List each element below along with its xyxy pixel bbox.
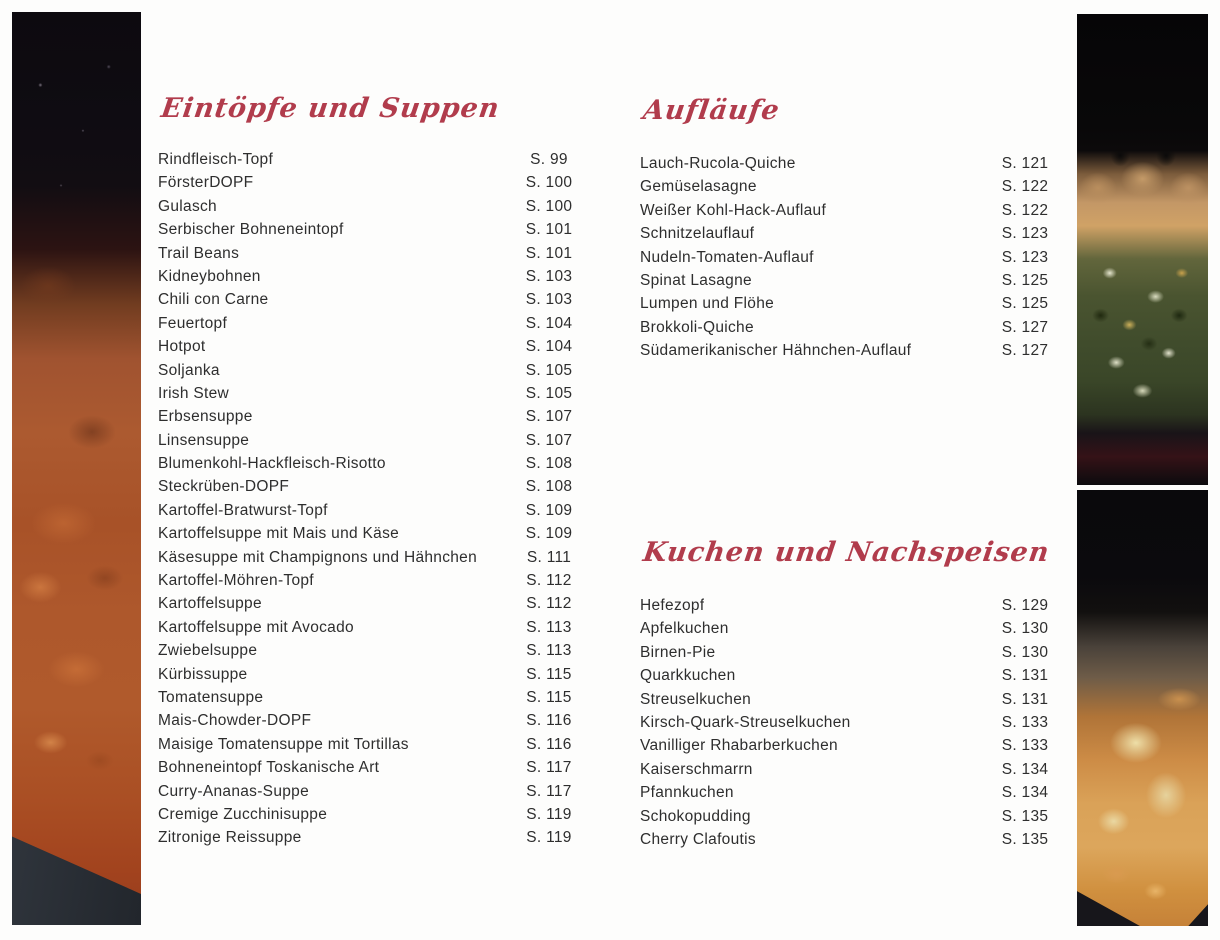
dish-name: Gulasch	[158, 197, 217, 215]
toc-entry	[158, 452, 578, 475]
toc-entry	[158, 616, 578, 639]
page-number: S. 113	[526, 618, 572, 636]
page-number: S. 116	[526, 735, 572, 753]
toc-entry	[640, 246, 1054, 269]
toc-entry	[640, 781, 1054, 804]
page-number: S. 104	[525, 338, 573, 356]
page-number: S. 108	[525, 478, 573, 496]
toc-entry	[158, 171, 578, 194]
toc-list	[640, 152, 1054, 363]
page-number: S. 135	[1001, 830, 1049, 848]
dish-name: Kartoffelsuppe mit Mais und Käse	[158, 525, 400, 543]
dish-name: Nudeln-Tomaten-Auflauf	[640, 248, 814, 266]
toc-entry	[640, 805, 1054, 828]
toc-entry	[640, 269, 1054, 292]
toc-entry	[158, 265, 578, 288]
toc-entry	[640, 711, 1054, 734]
dish-name: Cremige Zucchinisuppe	[158, 805, 328, 823]
toc-entry	[158, 475, 578, 498]
toc-entry	[158, 499, 578, 522]
dish-name: Kürbissuppe	[158, 665, 248, 683]
page-number: S. 119	[526, 805, 572, 823]
bread-photo-art	[1077, 490, 1208, 926]
quiche-photo-art	[1077, 14, 1208, 485]
section-title: Aufläufe	[641, 95, 782, 126]
section-title: Eintöpfe und Suppen	[159, 93, 502, 124]
dish-name: Irish Stew	[158, 384, 230, 402]
dish-name: Kartoffelsuppe mit Avocado	[158, 618, 354, 636]
dish-name: Lumpen und Flöhe	[640, 295, 775, 313]
dish-name: Schnitzelauflauf	[640, 225, 755, 243]
toc-entry	[158, 826, 578, 849]
toc-entry	[158, 803, 578, 826]
toc-entry	[640, 617, 1054, 640]
dish-name: Lauch-Rucola-Quiche	[640, 155, 796, 172]
page-number: S. 127	[1001, 318, 1049, 336]
dish-name: Kaiserschmarrn	[640, 760, 753, 778]
toc-entry	[640, 688, 1054, 711]
page-number: S. 99	[530, 151, 568, 168]
dish-name: Vanilliger Rhabarberkuchen	[640, 737, 838, 755]
toc-entry	[158, 148, 578, 171]
dish-name: Rindfleisch-Topf	[158, 151, 274, 168]
toc-entry	[640, 199, 1054, 222]
toc-entry	[158, 242, 578, 265]
dish-name: Apfelkuchen	[640, 620, 729, 638]
toc-entry	[640, 339, 1054, 362]
toc-entry	[158, 546, 578, 569]
bread-photo	[1077, 490, 1208, 926]
dish-name: Linsensuppe	[158, 431, 250, 449]
page-number: S. 112	[526, 595, 572, 613]
toc-entry	[158, 288, 578, 311]
stew-photo	[12, 12, 141, 925]
toc-entry	[640, 152, 1054, 175]
page-number: S. 111	[526, 548, 572, 566]
toc-entry	[640, 664, 1054, 687]
dish-name: Kirsch-Quark-Streuselkuchen	[640, 713, 851, 731]
page-number: S. 101	[525, 221, 573, 239]
toc-entry	[640, 316, 1054, 339]
toc-entry	[158, 382, 578, 405]
dish-name: Birnen-Pie	[640, 643, 716, 661]
page-number: S. 133	[1001, 737, 1049, 755]
page-number: S. 123	[1001, 225, 1049, 243]
dish-name: Soljanka	[158, 361, 220, 379]
section-auflaeufe	[640, 92, 1054, 363]
toc-entry	[158, 733, 578, 756]
dish-name: Chili con Carne	[158, 291, 269, 309]
dish-name: Trail Beans	[158, 244, 240, 262]
toc-entry	[158, 218, 578, 241]
dish-name: Weißer Kohl-Hack-Auflauf	[640, 201, 827, 219]
page-number: S. 101	[525, 244, 573, 262]
dish-name: Curry-Ananas-Suppe	[158, 782, 309, 800]
page-number: S. 127	[1001, 342, 1049, 360]
toc-entry	[158, 359, 578, 382]
dish-name: Kartoffel-Möhren-Topf	[158, 572, 314, 590]
dish-name: Kartoffel-Bratwurst-Topf	[158, 501, 328, 519]
dish-name: Tomatensuppe	[158, 688, 264, 706]
page-number: S. 116	[526, 712, 572, 730]
quiche-photo	[1077, 14, 1208, 485]
section-title: Kuchen und Nachspeisen	[641, 537, 1052, 568]
toc-entry	[158, 569, 578, 592]
page-number: S. 122	[1001, 201, 1049, 219]
page-number: S. 133	[1001, 713, 1049, 731]
dish-name: Feuertopf	[158, 314, 228, 332]
toc-entry	[158, 195, 578, 218]
page-number: S. 131	[1001, 690, 1049, 708]
toc-entry	[640, 758, 1054, 781]
page-number: S. 129	[1001, 597, 1049, 614]
dish-name: Bohneneintopf Toskanische Art	[158, 759, 380, 777]
toc-entry	[640, 828, 1054, 851]
dish-name: Blumenkohl-Hackfleisch-Risotto	[158, 455, 386, 473]
toc-entry	[158, 335, 578, 358]
dish-name: Brokkoli-Quiche	[640, 318, 754, 336]
page-number: S. 107	[525, 431, 573, 449]
toc-entry	[640, 734, 1054, 757]
toc-list	[640, 594, 1054, 851]
page-number: S. 123	[1001, 248, 1049, 266]
stew-photo-art	[12, 12, 141, 925]
toc-entry	[640, 222, 1054, 245]
page-number: S. 115	[526, 665, 572, 683]
page-number: S. 105	[525, 384, 573, 402]
toc-list	[158, 148, 578, 850]
toc-entry	[158, 709, 578, 732]
dish-name: Mais-Chowder-DOPF	[158, 712, 312, 730]
page-number: S. 117	[526, 759, 572, 777]
page-number: S. 100	[525, 197, 573, 215]
dish-name: Schokopudding	[640, 807, 751, 825]
page-number: S. 117	[526, 782, 572, 800]
toc-entry	[158, 592, 578, 615]
page-number: S. 125	[1001, 295, 1049, 313]
dish-name: Spinat Lasagne	[640, 271, 752, 289]
page-number: S. 109	[525, 525, 573, 543]
toc-entry	[640, 641, 1054, 664]
page-number: S. 135	[1001, 807, 1049, 825]
dish-name: Kidneybohnen	[158, 267, 261, 285]
dish-name: Cherry Clafoutis	[640, 830, 756, 848]
dish-name: Pfannkuchen	[640, 784, 734, 802]
dish-name: Südamerikanischer Hähnchen-Auflauf	[640, 342, 912, 360]
section-eintoepfe-und-suppen	[158, 90, 578, 850]
page-number: S. 125	[1001, 271, 1049, 289]
dish-name: Zwiebelsuppe	[158, 642, 258, 660]
dish-name: Hefezopf	[640, 597, 705, 614]
page-number: S. 107	[525, 408, 573, 426]
toc-entry	[640, 292, 1054, 315]
page-number: S. 115	[526, 688, 572, 706]
dish-name: Serbischer Bohneneintopf	[158, 221, 344, 239]
toc-entry	[158, 780, 578, 803]
dish-name: Zitronige Reissuppe	[158, 829, 302, 847]
dish-name: Streuselkuchen	[640, 690, 752, 708]
page-number: S. 103	[525, 291, 573, 309]
section-kuchen-und-nachspeisen	[640, 534, 1054, 851]
dish-name: Erbsensuppe	[158, 408, 253, 426]
page-number: S. 134	[1001, 784, 1049, 802]
toc-entry	[158, 405, 578, 428]
toc-entry	[158, 756, 578, 779]
toc-entry	[640, 594, 1054, 617]
toc-entry	[158, 686, 578, 709]
page-number: S. 130	[1001, 643, 1049, 661]
page-number: S. 108	[525, 455, 573, 473]
toc-entry	[158, 639, 578, 662]
page-number: S. 131	[1001, 667, 1049, 685]
page-number: S. 119	[526, 829, 572, 847]
toc-entry	[158, 522, 578, 545]
dish-name: Käsesuppe mit Champignons und Hähnchen	[158, 548, 478, 566]
page-number: S. 122	[1001, 178, 1049, 196]
dish-name: Steckrüben-DOPF	[158, 478, 290, 496]
page-number: S. 109	[525, 501, 573, 519]
toc-entry	[158, 312, 578, 335]
page-number: S. 121	[1001, 155, 1049, 172]
page-number: S. 112	[526, 572, 572, 590]
dish-name: Hotpot	[158, 338, 206, 356]
dish-name: Quarkkuchen	[640, 667, 736, 685]
page-number: S. 104	[525, 314, 573, 332]
dish-name: Gemüselasagne	[640, 178, 757, 196]
dish-name: Kartoffelsuppe	[158, 595, 262, 613]
page-number: S. 113	[526, 642, 572, 660]
page-number: S. 105	[525, 361, 573, 379]
toc-entry	[640, 175, 1054, 198]
toc-entry	[158, 663, 578, 686]
dish-name: Maisige Tomatensuppe mit Tortillas	[158, 735, 409, 753]
page-number: S. 134	[1001, 760, 1049, 778]
page-number: S. 103	[525, 267, 573, 285]
page-number: S. 130	[1001, 620, 1049, 638]
toc-entry	[158, 429, 578, 452]
page-number: S. 100	[525, 174, 573, 192]
dish-name: FörsterDOPF	[158, 174, 254, 192]
